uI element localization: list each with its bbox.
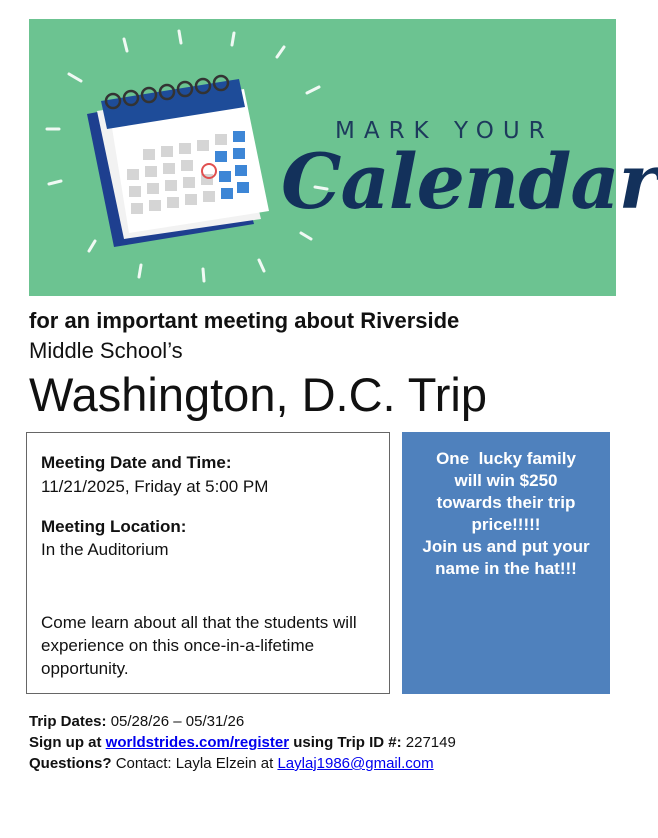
contact-text: Contact: Layla Elzein at xyxy=(115,755,274,772)
signup-middle: using Trip ID #: xyxy=(293,734,402,751)
trip-dates-value: 05/28/26 – 05/31/26 xyxy=(110,713,245,730)
promo-line-2: will win $250 xyxy=(454,471,558,490)
meeting-info-box xyxy=(26,432,390,694)
meeting-location-label: Meeting Location: xyxy=(41,517,187,536)
promo-box xyxy=(402,432,610,694)
trip-title: Washington, D.C. Trip xyxy=(29,368,487,421)
meeting-date-label: Meeting Date and Time: xyxy=(41,453,232,472)
meeting-description: Come learn about all that the students will experience on this once-in-a-lifetime opportunity. xyxy=(41,613,357,678)
signup-prefix: Sign up at xyxy=(29,734,102,751)
contact-email-link[interactable]: Laylaj1986@gmail.com xyxy=(277,755,434,772)
trip-dates-line xyxy=(29,713,244,730)
heading-line-2: Middle School’s xyxy=(29,338,183,363)
trip-id: 227149 xyxy=(405,734,456,751)
trip-dates-label: Trip Dates: xyxy=(29,713,107,730)
promo-line-4: price!!!!! xyxy=(471,515,541,534)
calendar-script-text: Calendar xyxy=(281,137,658,226)
meeting-location-value: In the Auditorium xyxy=(41,540,169,559)
mark-your-calendar-banner xyxy=(29,19,658,296)
promo-line-1: One lucky family xyxy=(436,449,576,468)
promo-line-3: towards their trip xyxy=(436,493,576,512)
signup-link[interactable]: worldstrides.com/register xyxy=(105,734,290,751)
signup-line xyxy=(29,734,456,751)
promo-line-6: name in the hat!!! xyxy=(435,559,577,578)
promo-line-5: Join us and put your xyxy=(422,537,590,556)
mark-your-text: MARK YOUR xyxy=(335,118,554,144)
heading-line-1: for an important meeting about Riverside xyxy=(29,308,460,333)
questions-line xyxy=(29,755,434,772)
questions-label: Questions? xyxy=(29,755,112,772)
meeting-date-value: 11/21/2025, Friday at 5:00 PM xyxy=(41,477,269,496)
